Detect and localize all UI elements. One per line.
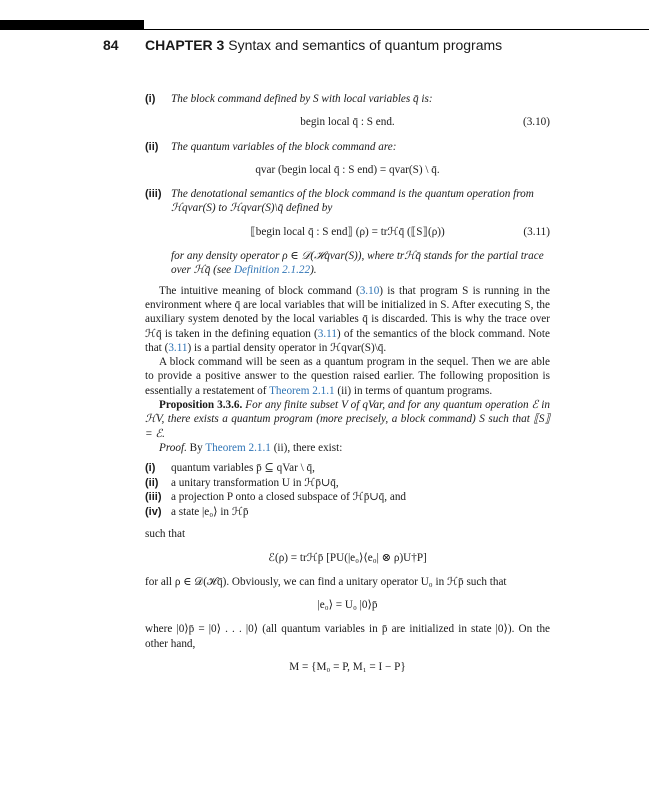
list-item: (iii) a projection P onto a closed subspace of ℋp̄∪q̄, and <box>145 491 407 504</box>
equation-text: begin local q̄ : S end. <box>300 116 395 129</box>
equation-text: qvar (begin local q̄ : S end) = qvar(S) \ q̄. <box>255 163 440 176</box>
proposition-label: Proposition 3.3.6. <box>159 399 243 412</box>
definition-item-iii <box>145 187 550 216</box>
definition-item-ii <box>145 140 550 154</box>
proof-label: Proof. <box>159 441 187 454</box>
definition-item-i <box>145 92 550 106</box>
equation-e0 <box>145 598 550 612</box>
equation-3-10 <box>145 115 550 129</box>
proposition <box>145 398 550 441</box>
equation-measurement <box>145 660 550 674</box>
equation-text: |e₀⟩ = U₀ |0⟩p̄ <box>317 599 378 612</box>
item-text: The quantum variables of the block command are: <box>171 140 397 153</box>
chapter-title: Syntax and semantics of quantum programs <box>228 37 503 53</box>
theorem-link[interactable]: Theorem 2.1.1 <box>205 441 271 454</box>
equation-ref-link[interactable]: 3.11 <box>317 327 337 340</box>
list-item: (ii) a unitary transformation U in ℋp̄∪q̄, <box>145 476 339 489</box>
chapter-label: CHAPTER 3 <box>145 37 225 53</box>
page-number: 84 <box>103 37 119 53</box>
item-text: The denotational semantics of the block command is the quantum operation from ℋqvar(S) to ℋqvar(S)\q̄ defined by <box>171 188 534 215</box>
paragraph-for-all: for all ρ ∈ 𝒟(ℋq̄). Obviously, we can find a unitary operator U₀ in ℋp̄ such that <box>145 575 507 588</box>
theorem-link[interactable]: Theorem 2.1.1 <box>269 384 335 397</box>
equation-number: (3.11) <box>523 225 550 238</box>
proposition-text: For any finite subset V of qVar, and for any quantum operation ℰ in ℋV, there exists a quantum program (more precisely, a block command) S such that ⟦S⟧ = ℰ. <box>145 399 551 440</box>
such-that-text: such that <box>145 528 186 541</box>
paragraph-intuitive-meaning: The intuitive meaning of block command (3.10) is that program S is running in the environment where q̄ are local variables that will be initialized in S. After executing S, the auxiliary system denoted by the local variables q̄ is discarded. This is why the trace over ℋq̄ is taken in the defining equation (3.11) of the semantics of the block command. Note that (3.11) is a partial density operator in ℋqvar(S)\q̄. <box>145 284 550 354</box>
equation-ref-link[interactable]: 3.10 <box>359 284 380 297</box>
item-label: (ii) <box>145 140 159 153</box>
list-item: (iv) a state |e₀⟩ in ℋp̄ <box>145 505 249 518</box>
equation-text: M = {M₀ = P, M₁ = I − P} <box>289 661 406 674</box>
item-label: (i) <box>145 93 156 105</box>
header-bar <box>0 20 144 30</box>
equation-channel <box>145 551 550 565</box>
header-rule <box>144 29 649 30</box>
equation-qvar <box>145 163 550 177</box>
equation-ref-link[interactable]: 3.11 <box>168 341 188 354</box>
item-label: (iii) <box>145 188 162 201</box>
definition-link[interactable]: Definition 2.1.22 <box>233 264 311 277</box>
running-header <box>0 37 649 57</box>
equation-3-11 <box>145 225 550 239</box>
continuation-text: for any density operator ρ ∈ 𝒟(ℋqvar(S)), where trℋq̄ stands for the partial trace over ℋq̄ (see <box>171 250 544 277</box>
equation-number: (3.10) <box>522 116 550 129</box>
proof: Proof. By Theorem 2.1.1 (ii), there exist: <box>159 441 343 454</box>
list-item: (i) quantum variables p̄ ⊆ qVar \ q̄, <box>145 462 315 475</box>
definition-continuation: for any density operator ρ ∈ 𝒟(ℋqvar(S)), where trℋq̄ stands for the partial trace over ℋq̄ (see Definition 2.1.22). <box>171 250 544 277</box>
page-body <box>145 92 550 684</box>
equation-text: ℰ(ρ) = trℋp̄ [PU(|e₀⟩⟨e₀| ⊗ ρ)U†P] <box>268 551 427 564</box>
paragraph-where: where |0⟩p̄ = |0⟩ . . . |0⟩ (all quantum variables in p̄ are initialized in state |0⟩). On the other hand, <box>145 623 550 650</box>
proof-list <box>145 461 550 519</box>
item-text: The block command defined by S with local variables q̄ is: <box>171 93 433 105</box>
chapter-heading <box>145 37 502 53</box>
paragraph-block-command: A block command will be seen as a quantum program in the sequel. Then we are able to provide a positive answer to the question raised earlier. The following proposition is essentially a restatement of Theorem 2.1.1 (ii) in terms of quantum programs. <box>145 356 550 397</box>
equation-text: ⟦begin local q̄ : S end⟧ (ρ) = trℋq̄ (⟦S⟧(ρ)) <box>250 225 445 238</box>
